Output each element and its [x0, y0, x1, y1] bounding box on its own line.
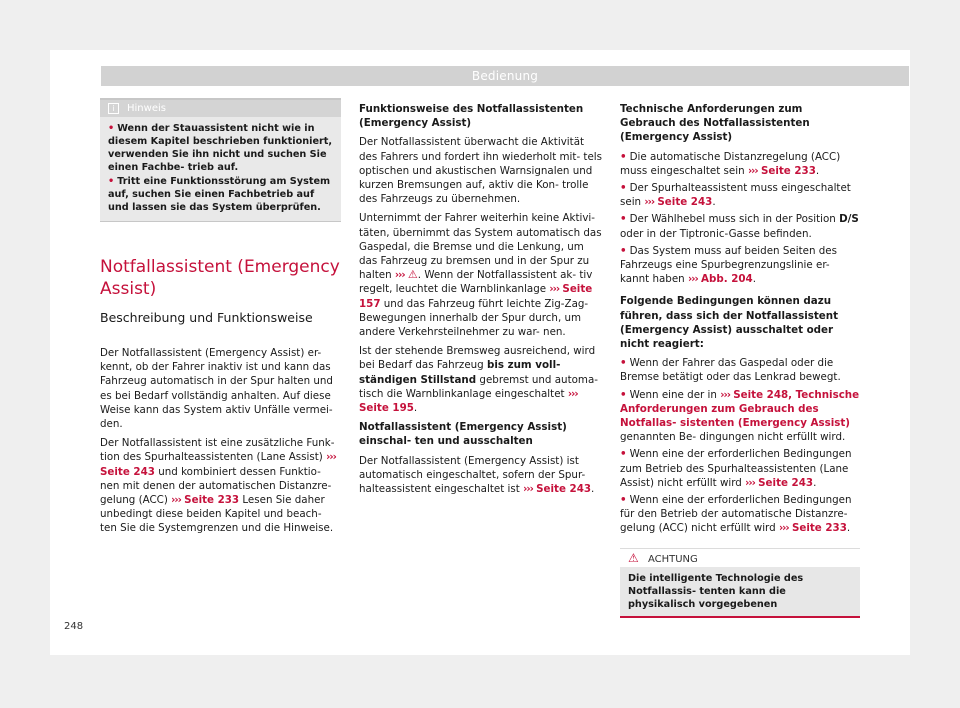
- page-link[interactable]: Seite 243: [100, 465, 155, 478]
- arrow-icon: ›››: [549, 283, 560, 296]
- achtung-text: Die intelligente Technologie des Notfallassis- tenten kann die physikalisch vorgegebenen: [628, 572, 804, 610]
- page: [50, 50, 910, 655]
- section-title: Notfallassistent (Emergency Assist): [100, 257, 340, 299]
- page-link[interactable]: Seite 243: [657, 196, 713, 209]
- figure-link[interactable]: Abb. 204: [700, 273, 753, 286]
- page-link[interactable]: Seite 243: [536, 483, 592, 496]
- paragraph: Ist der stehende Bremsweg ausreichend, wird bei Bedarf das Fahrzeug bis zum voll- ständigen Stillstand gebremst und automa- tisch die Warnblinkanlage eingeschaltet ››› Seite 195.: [359, 345, 598, 415]
- arrow-icon: ›››: [394, 269, 405, 282]
- list-item: • Wenn eine der erforderlichen Bedingungen für den Betrieb der automatische Distanzre- gelung (ACC) nicht erfüllt wird ››› Seite 233.: [620, 494, 852, 535]
- arrow-icon: ›››: [720, 388, 730, 401]
- page-number: 248: [64, 621, 84, 632]
- achtung-label: ACHTUNG: [647, 553, 698, 565]
- warning-triangle-icon[interactable]: ⚠: [407, 268, 418, 282]
- achtung-header: [620, 548, 860, 567]
- arrow-icon: ›››: [687, 273, 698, 286]
- list-item: • Wenn eine der in ››› Seite 248, Technische Anforderungen zum Gebrauch des Notfallas- sistenten (Emergency Assist) genannten Be- dingungen nicht erfüllt wird.: [620, 388, 860, 444]
- page-link[interactable]: Seite 233: [791, 522, 847, 535]
- paragraph: Der Notfallassistent (Emergency Assist) ist automatisch eingeschaltet, sofern der Spur- halteassistent eingeschaltet ist ››› Seite 243.: [359, 454, 595, 496]
- info-icon: i: [108, 103, 119, 114]
- hinweis-body: [100, 117, 341, 214]
- page-link[interactable]: Seite 243: [758, 476, 814, 489]
- paragraph: Der Notfallassistent überwacht die Aktivität des Fahrers und fordert ihn wiederholt mit- tels optischen und akustischen Warnsignalen und kurzen Bremsungen auf, aktiv die Kon- trolle des Fahrzeugs zu übernehmen.: [359, 136, 603, 206]
- arrow-icon: ›››: [523, 483, 533, 496]
- column-middle: [359, 102, 604, 501]
- arrow-icon: ›››: [567, 387, 578, 400]
- page-link[interactable]: Seite 195: [359, 402, 414, 415]
- arrow-icon: ›››: [745, 476, 755, 489]
- paragraph: Unternimmt der Fahrer weiterhin keine Aktivi- täten, übernimmt das System automatisch das Gaspedal, die Bremse und die Lenkung, um das Fahrzeug zu bremsen und in der Spur zu halten ››› ⚠. Wenn der Notfallassistent ak- tiv regelt, leuchtet die Warnblinkanlage ››› Seite 157 und das Fahrzeug führt leichte Zig-Zag-Bewegungen innerhalb der Spur durch, um andere Verkehrsteilnehmer zu war- nen.: [359, 212, 602, 339]
- subheading: Notfallassistent (Emergency Assist) einschal- ten und ausschalten: [359, 421, 567, 448]
- page-link[interactable]: Seite 233: [760, 164, 816, 177]
- section-subtitle: Beschreibung und Funktionsweise: [100, 310, 313, 325]
- arrow-icon: ›››: [644, 196, 655, 209]
- hinweis-item: • Tritt eine Funktionsstörung am System auf, suchen Sie einen Fachbetrieb auf und lassen sie das System überprüfen.: [108, 176, 331, 213]
- page-link[interactable]: Seite 233: [184, 494, 240, 507]
- subheading: Folgende Bedingungen können dazu führen, dass sich der Notfallassistent (Emergency Assist) ausschaltet oder nicht reagiert:: [620, 295, 839, 351]
- hinweis-item: • Wenn der Stauassistent nicht wie in diesem Kapitel beschrieben funktioniert, verwenden Sie ihn nicht und suchen Sie einen Fachbe- trieb auf.: [108, 123, 333, 173]
- warning-triangle-icon: ⚠: [628, 550, 639, 565]
- page-link[interactable]: Seite 248, Technische Anforderungen zum Gebrauch des Notfallas- sistenten (Emergency Assist): [620, 388, 860, 430]
- hinweis-header: [100, 100, 341, 117]
- chapter-header: Bedienung: [101, 66, 909, 86]
- list-item: • Die automatische Distanzregelung (ACC) muss eingeschaltet sein ››› Seite 233.: [620, 150, 841, 177]
- list-item: • Der Spurhalteassistent muss eingeschaltet sein ››› Seite 243.: [620, 182, 851, 209]
- column-right: [620, 102, 860, 618]
- list-item: • Der Wählhebel muss sich in der Position D/S oder in der Tiptronic-Gasse befinden.: [620, 213, 859, 240]
- hinweis-box: [100, 98, 341, 222]
- arrow-icon: ›››: [171, 494, 181, 507]
- arrow-icon: ›››: [778, 522, 789, 535]
- paragraph: Der Notfallassistent (Emergency Assist) er- kennt, ob der Fahrer inaktiv ist und kann das Fahrzeug automatisch in der Spur halten und es bei Bedarf vollständig anhalten. Auf diese Weise kann das System aktiv Unfälle vermei- den.: [100, 347, 333, 431]
- subheading: Technische Anforderungen zum Gebrauch des Notfallassistenten (Emergency Assist): [620, 103, 810, 144]
- list-item: • Das System muss auf beiden Seiten des Fahrzeugs eine Spurbegrenzungslinie er- kannt haben ››› Abb. 204.: [620, 244, 837, 286]
- list-item: • Wenn eine der erforderlichen Bedingungen zum Betrieb des Spurhalteassistenten (Lane Assist) nicht erfüllt wird ››› Seite 243.: [620, 448, 852, 489]
- achtung-box: [620, 548, 860, 618]
- column-left: [100, 98, 341, 541]
- list-item: • Wenn der Fahrer das Gaspedal oder die Bremse betätigt oder das Lenkrad bewegt.: [620, 357, 841, 384]
- subheading: Funktionsweise des Notfallassistenten (Emergency Assist): [359, 103, 584, 130]
- page-link[interactable]: Seite 157: [359, 283, 593, 310]
- achtung-body: [620, 567, 860, 616]
- paragraph: Der Notfallassistent ist eine zusätzliche Funk- tion des Spurhalteassistenten (Lane Assist) ››› Seite 243 und kombiniert dessen Funktio- nen mit denen der automatischen Distanzre- gelung (ACC) ››› Seite 233 Lesen Sie daher unbedingt diese beiden Kapitel und beach- ten Sie die Systemgrenzen und die Hinweise.: [100, 437, 336, 535]
- arrow-icon: ›››: [747, 164, 758, 177]
- arrow-icon: ›››: [326, 451, 336, 464]
- hinweis-label: Hinweis: [127, 103, 166, 114]
